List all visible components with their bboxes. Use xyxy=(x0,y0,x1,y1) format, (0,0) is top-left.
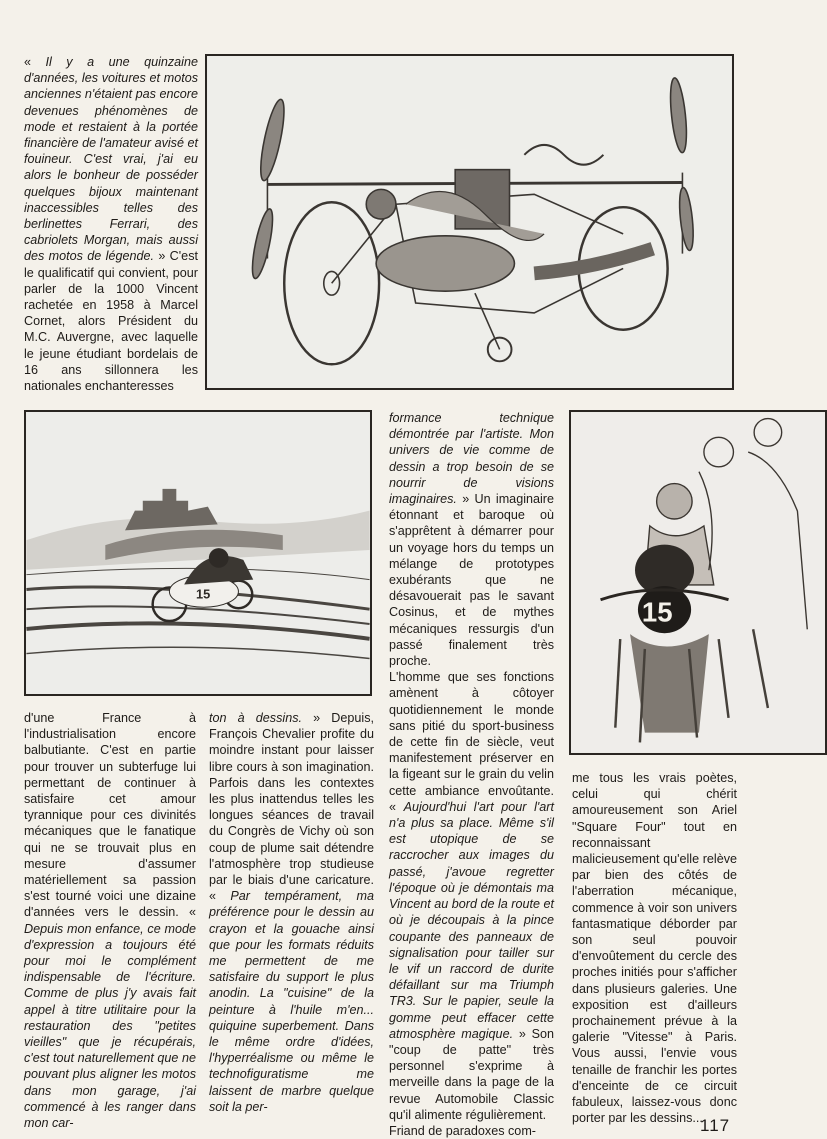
col1-text: d'une France à l'industrialisation encore balbutiante. C'est en partie pour trouver un subterfuge lui permettant de continuer à satisfaire cet amour tyrannique pour ces divinités mécaniques que le fanatique qui ne se trouvait plus en mesure d'assumer matériellement sa passion s'est tourné voici une dizaine d'années vers le dessin. « xyxy=(24,711,196,920)
col3-text-3: » Son "coup de patte" très personnel s'exprime à merveille dans la page de la revue Automobile Classic qu'il alimente régulièrement. xyxy=(389,1026,554,1122)
col3-text-2: L'homme que ses fonctions amènent à côtoyer quotidiennement le monde sans pitié du sport-business de cette fin de siècle, veut manifestement préserver en la figeant sur le grain du velin cette ambiance envoûtante. « xyxy=(389,670,554,814)
col1-quote: Depuis mon enfance, ce mode d'expression a toujours été pour moi le complément indispensable de l'écriture. Comme de plus j'y avais fait appel à titre utilitaire pour la restauration des "petites vieilles" que je récupérais, c'est tout naturellement que ne pouvant plus aligner les motos dans mon garage, j'ai commencé à les ranger dans mon car- xyxy=(24,921,196,1131)
flying-motorcycle-illustration xyxy=(205,54,734,390)
racer-number-small: 15 xyxy=(196,586,211,602)
page-number: 117 xyxy=(700,1116,731,1135)
col2-quote-2: Par tempérament, ma préférence pour le dessin au crayon et la gouache ainsi que pour les formats réduits me permettent de me satisfaire du support le plus anodin. La "cuisine" de la peinture à l'huile m'en... quiquine superbement. Dans le même ordre d'idées, l'hyperréalisme ou même le technofiguratisme me laissent de marbre quelque soit la per- xyxy=(209,889,374,1114)
col4-text: me tous les vrais poètes, celui qui chérit amoureusement son Ariel "Square Four" tout en reconnaissant malicieusement qu'elle relève par bien des côtés de l'aberration mécanique, commence à voir son univers fantasmatique déborder par son seul pouvoir d'envoûtement du cercle des proches initiés pour s'afficher dans plusieurs galeries. Une exposition est d'ailleurs prochainement prévue à la galerie "Vitesse" à Paris. Vous aussi, l'envie vous tenaille de franchir les portes d'enceinte de ce circuit fabuleux, laissez-vous donc porter par les dessins... xyxy=(572,771,737,1126)
racer-portrait-drawing xyxy=(571,412,825,753)
racer-portrait-illustration xyxy=(569,410,827,755)
text-column-2 xyxy=(209,710,374,1114)
text-column-1 xyxy=(24,710,196,1131)
intro-quote: Il y a une quinzaine d'années, les voitures et motos anciennes n'étaient pas encore devenues phénomènes de mode et restaient à la portée financière de l'amateur avisé et fouineur. C'est vrai, j'ai eu alors le bonheur de posséder quelques bijoux maintenant inaccessibles telles des berlinettes Ferrari, des cabriolets Morgan, mais aussi des motos de légende. xyxy=(24,55,198,264)
intro-quote-open: « xyxy=(24,55,46,69)
racing-motorcycle-drawing xyxy=(26,412,370,694)
racing-motorcycle-illustration xyxy=(24,410,372,696)
intro-text xyxy=(24,54,198,394)
col3-quote-2: Aujourd'hui l'art pour l'art n'a plus sa place. Même s'il est utopique de se raccrocher aux images du passé, j'avoue regretter l'époque où je démontais ma Vincent au bord de la route et où je découpais à la pince coupante des panneaux de signalisation pour tailler sur le vif un raccord de durite défaillant sur ma Triumph TR3. Sur le papier, seule la gomme peut effacer cette atmosphère magique. xyxy=(389,799,555,1041)
intro-after: » C'est le qualificatif qui convient, pour parler de la 1000 Vincent rachetée en 1958 à Marcel Cornet, alors Président du M.C. Auvergne, avec laquelle le jeune étudiant bordelais de 16 ans sillonnera les nationales enchanteresses xyxy=(24,249,198,394)
col3-quote-1: formance technique démontrée par l'artiste. Mon univers de vie comme de dessin a trop besoin de se nourrir de visions imaginaires. xyxy=(389,411,554,507)
col3-text-4: Friand de paradoxes com- xyxy=(389,1123,536,1138)
col2-text: » Depuis, François Chevalier profite du moindre instant pour laisser libre cours à son imagination. Parfois dans les contextes les plus inattendus telles les longues séances de travail du Congrès de Vichy où son coup de plume sait détendre l'atmosphère trop studieuse par le biais d'une caricature. « xyxy=(209,711,374,904)
text-column-3 xyxy=(389,410,555,1138)
flying-motorcycle-drawing xyxy=(207,56,732,388)
racer-number-large: 15 xyxy=(641,596,673,628)
col2-quote-1: ton à dessins. xyxy=(209,711,302,725)
col3-text-1: » Un imaginaire étonnant et baroque où s'apprêtent à démarrer pour un voyage hors du temps un mélange de prototypes exubérants que ne désavouerait pas le savant Cosinus, et de mythes mécaniques ressurgis d'un passé finalement très proche. xyxy=(389,492,554,669)
